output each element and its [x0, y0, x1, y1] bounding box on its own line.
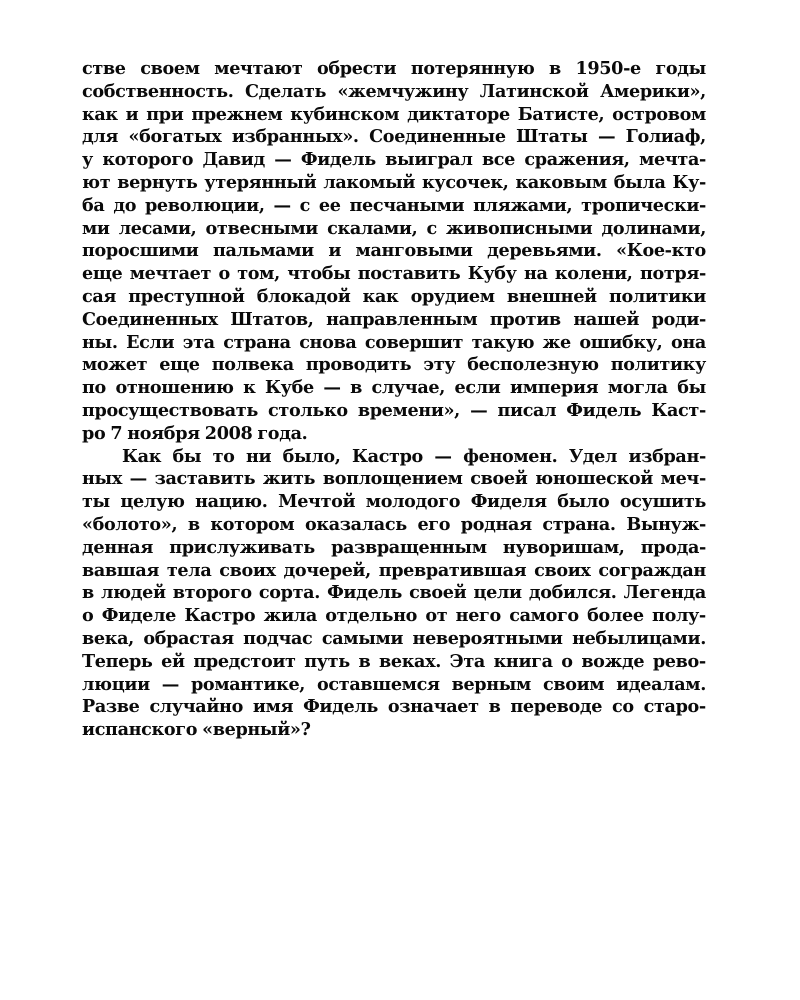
- page-body: [82, 58, 706, 742]
- text-line: как и при прежнем кубинском диктаторе Батисте, островом: [82, 103, 706, 125]
- text-line: ми лесами, отвесными скалами, с живописными долинами,: [82, 217, 706, 239]
- text-line: в людей второго сорта. Фидель своей цели добился. Легенда: [82, 582, 706, 604]
- text-line: ба до революции, — с ее песчаными пляжами, тропически-: [82, 194, 706, 216]
- text-line: ро 7 ноября 2008 года.: [82, 422, 308, 444]
- text-line: Как бы то ни было, Кастро — феномен. Удел избран-: [122, 445, 706, 467]
- text-line: века, обрастая подчас самыми невероятными небылицами.: [82, 627, 706, 649]
- text-line: еще мечтает о том, чтобы поставить Кубу на колени, потря-: [82, 263, 706, 285]
- text-line: поросшими пальмами и манговыми деревьями. «Кое-кто: [82, 240, 706, 262]
- text-line: ны. Если эта страна снова совершит такую же ошибку, она: [82, 331, 706, 353]
- text-line: ных — заставить жить воплощением своей юношеской меч-: [82, 468, 706, 490]
- text-line: сая преступной блокадой как орудием внешней политики: [82, 285, 706, 307]
- paragraph: [82, 446, 706, 742]
- text-line: Разве случайно имя Фидель означает в переводе со старо-: [82, 696, 706, 718]
- text-line: стве своем мечтают обрести потерянную в 1950-е годы: [82, 58, 706, 79]
- text-line: люции — романтике, оставшемся верным своим идеалам.: [82, 673, 706, 695]
- paragraph: [82, 58, 706, 446]
- text-line: «болото», в котором оказалась его родная страна. Вынуж-: [82, 513, 706, 535]
- text-line: о Фиделе Кастро жила отдельно от него самого более полу-: [82, 605, 706, 627]
- text-line: испанского «верный»?: [82, 719, 311, 741]
- text-line: ты целую нацию. Мечтой молодого Фиделя было осушить: [82, 491, 706, 513]
- text-line: может еще полвека проводить эту бесполезную политику: [82, 354, 706, 376]
- text-line: для «богатых избранных». Соединенные Штаты — Голиаф,: [82, 126, 706, 148]
- text-line: Теперь ей предстоит путь в веках. Эта книга о вожде рево-: [82, 650, 706, 672]
- text-line: ют вернуть утерянный лакомый кусочек, каковым была Ку-: [82, 171, 706, 193]
- text-line: просуществовать столько времени», — писал Фидель Каст-: [82, 399, 706, 421]
- text-line: денная прислуживать развращенным нуворишам, прода-: [82, 536, 706, 558]
- text-line: по отношению к Кубе — в случае, если империя могла бы: [82, 377, 706, 399]
- text-line: собственность. Сделать «жемчужину Латинской Америки»,: [82, 80, 706, 102]
- text-line: вавшая тела своих дочерей, превратившая своих сограждан: [82, 559, 706, 581]
- text-line: у которого Давид — Фидель выиграл все сражения, мечта-: [82, 149, 706, 171]
- text-content: [82, 58, 706, 742]
- text-line: Соединенных Штатов, направленным против нашей роди-: [82, 308, 706, 330]
